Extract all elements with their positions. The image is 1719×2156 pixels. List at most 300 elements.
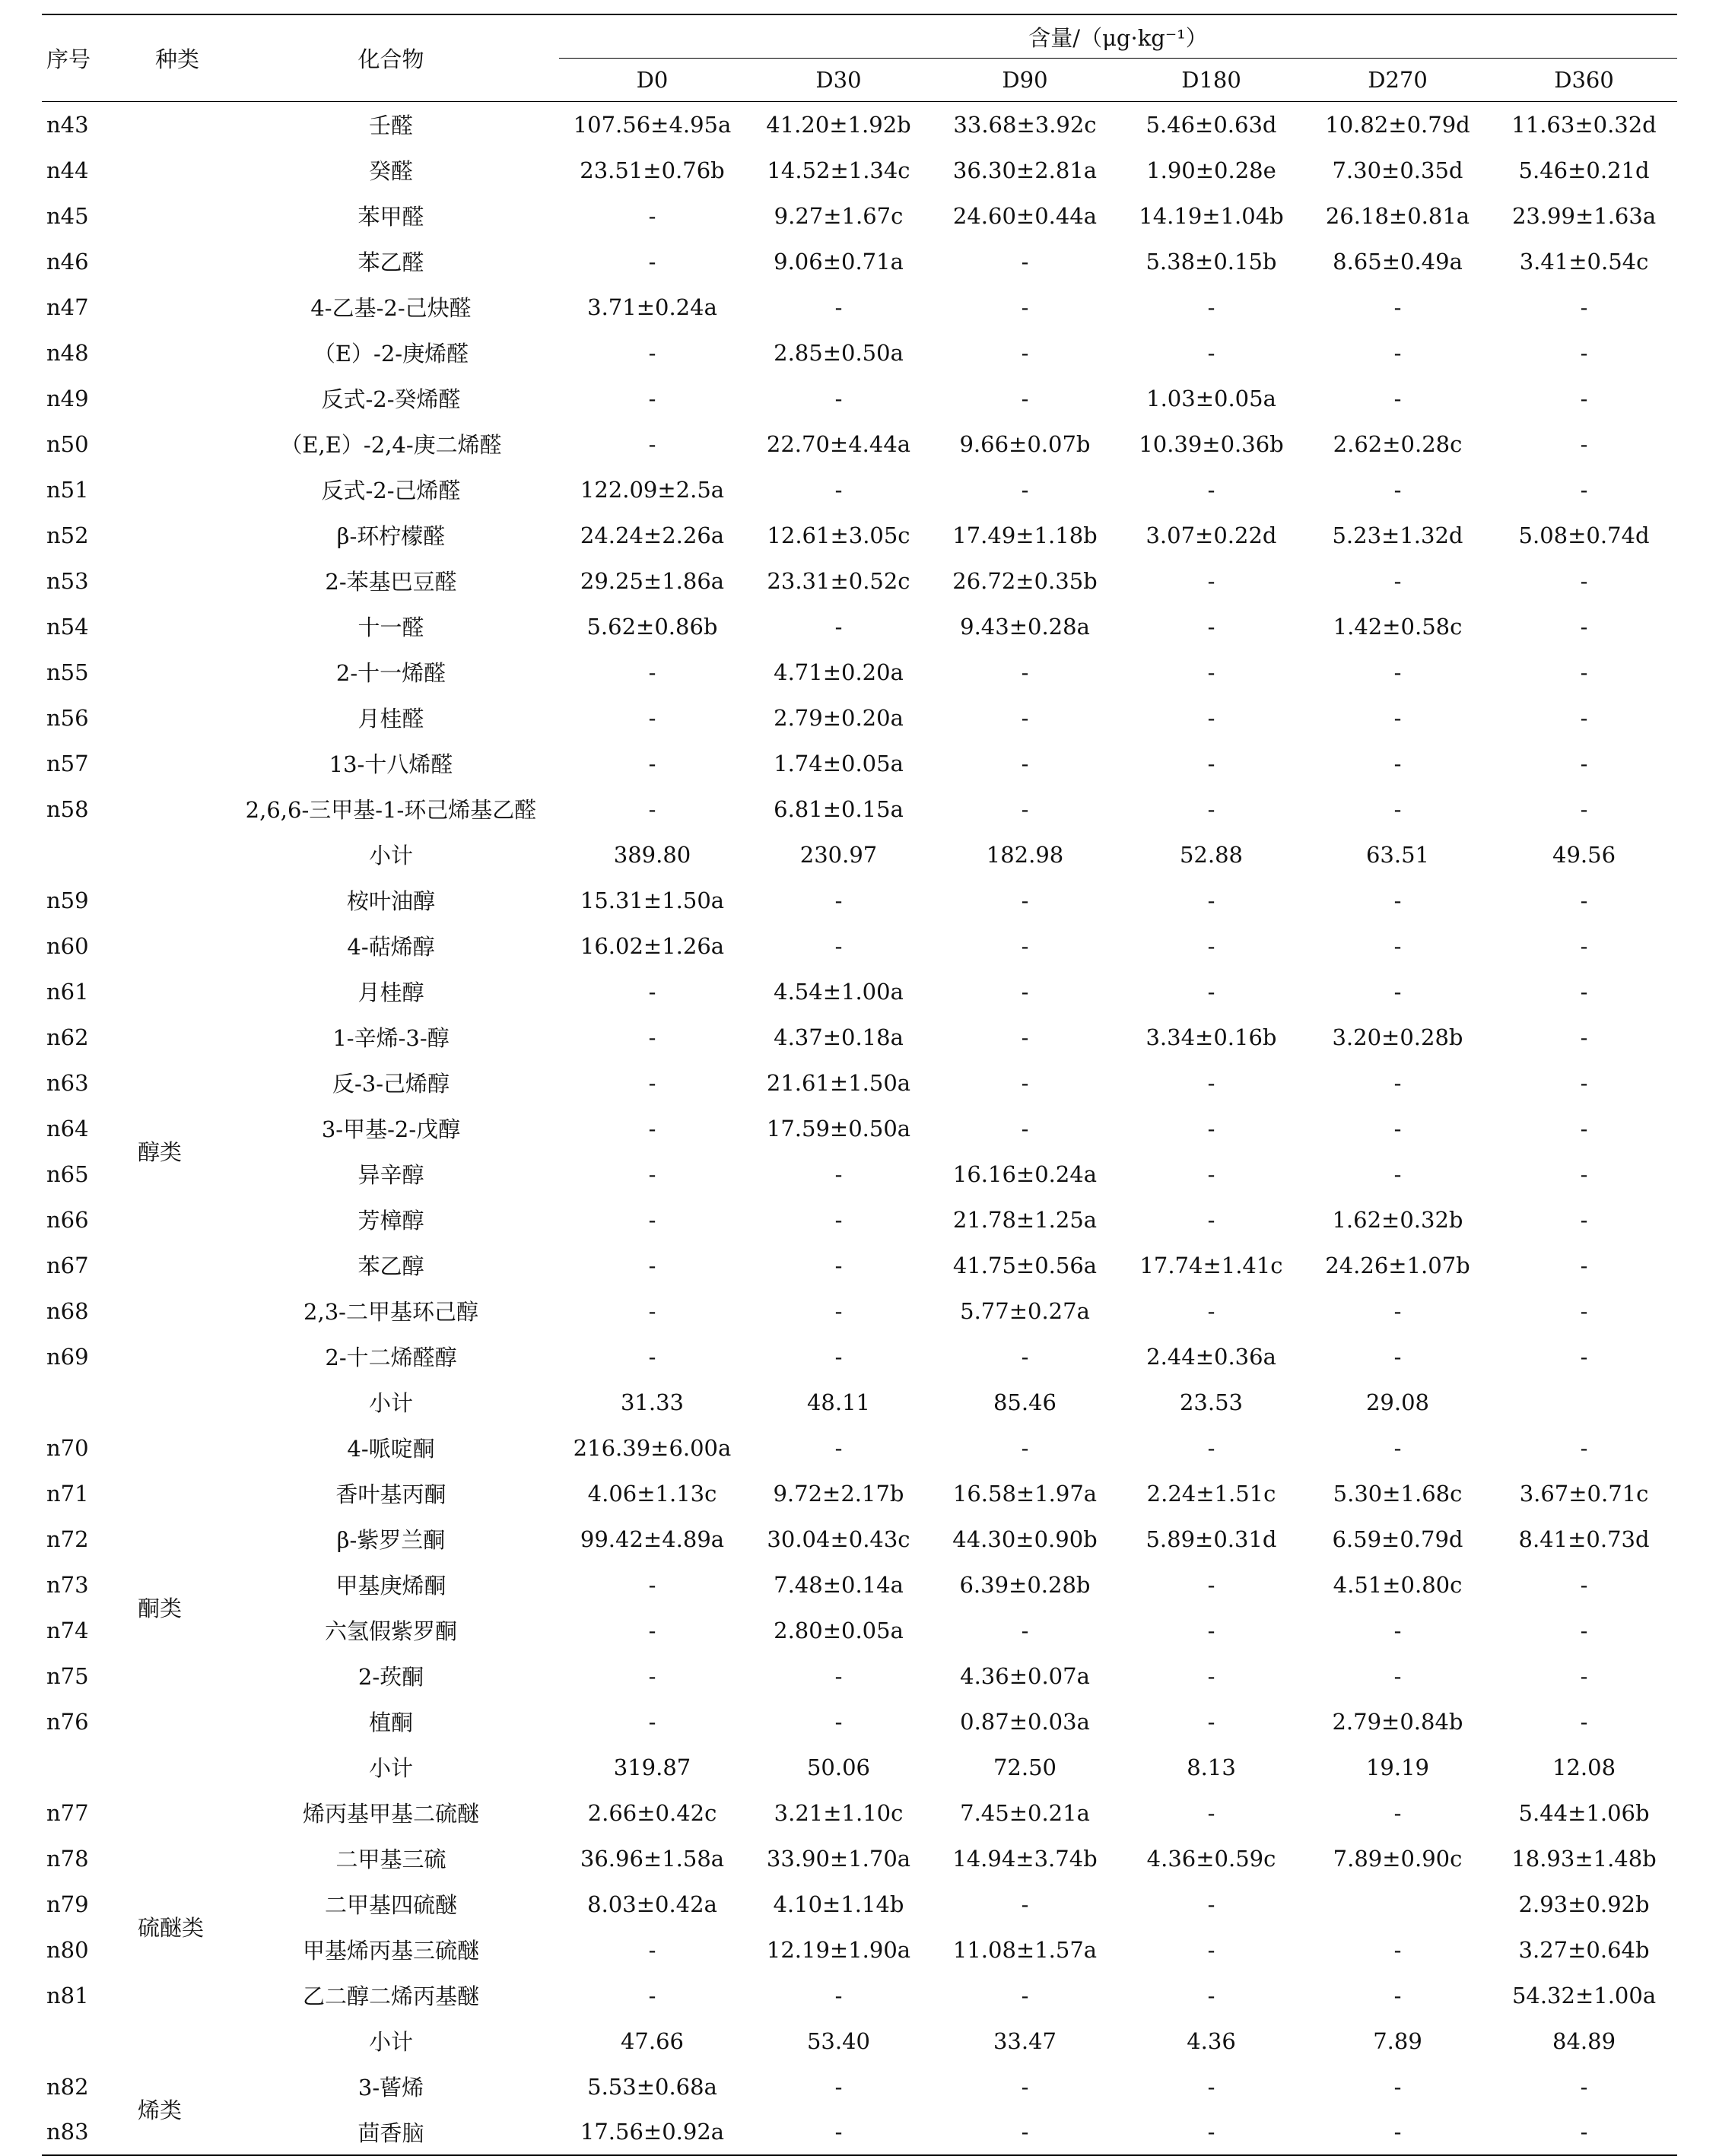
row-id: n61 [46, 978, 89, 1005]
compound-name: （E,E）-2,4-庚二烯醛 [280, 432, 502, 458]
value-cell-d180: 5.89±0.31d [1145, 1526, 1277, 1552]
value-cell-d0: - [648, 1115, 656, 1142]
value-cell-d360: - [1580, 1206, 1588, 1233]
value-cell-d90: - [1021, 1069, 1029, 1096]
value-cell-d30: 2.79±0.20a [774, 704, 904, 731]
row-id: n62 [46, 1024, 89, 1050]
value-cell-d180: 3.34±0.16b [1145, 1024, 1277, 1050]
row-id: n53 [46, 567, 89, 594]
compound-name: 1-辛烯-3-醇 [332, 1025, 450, 1051]
table-row [42, 1608, 1677, 1653]
value-cell-d360: - [1580, 1434, 1588, 1461]
value-cell-d360: - [1580, 1297, 1588, 1324]
value-cell-d30: 21.61±1.50a [766, 1069, 911, 1096]
value-cell-d270: 24.26±1.07b [1325, 1252, 1470, 1278]
value-cell-d0: - [648, 795, 656, 822]
value-cell-d30: - [834, 1343, 843, 1370]
value-cell-d180: - [1207, 1434, 1215, 1461]
value-cell-d90: - [1021, 1024, 1029, 1050]
value-cell-d360: 3.27±0.64b [1518, 1936, 1650, 1963]
row-id: n47 [46, 294, 89, 320]
value-cell-d30: 48.11 [806, 1389, 871, 1415]
row-id: n44 [46, 157, 89, 183]
value-cell-d180: - [1207, 978, 1215, 1005]
value-cell-d30: 2.80±0.05a [774, 1617, 904, 1643]
value-cell-d180: - [1207, 1297, 1215, 1324]
value-cell-d270: - [1393, 1115, 1402, 1142]
value-cell-d0: 122.09±2.5a [580, 476, 725, 503]
value-cell-d270: - [1393, 1069, 1402, 1096]
row-id: n67 [46, 1252, 89, 1278]
value-cell-d180: - [1207, 704, 1215, 731]
table-row [42, 1060, 1677, 1106]
header-content: 含量/（μg·kg⁻¹） [559, 14, 1677, 59]
value-cell-d30: 33.90±1.70a [766, 1845, 911, 1872]
compound-name: （E）-2-庚烯醛 [313, 341, 469, 367]
value-cell-d180: - [1207, 1069, 1215, 1096]
value-cell-d0: - [648, 1024, 656, 1050]
value-cell-d0: - [648, 978, 656, 1005]
table-body [42, 102, 1677, 2155]
value-cell-d360: 23.99±1.63a [1511, 202, 1657, 229]
table-row [42, 649, 1677, 695]
value-cell-d30: - [834, 385, 843, 411]
table-row [42, 1881, 1677, 1927]
row-id: n81 [46, 1982, 89, 2008]
value-cell-d0: 5.62±0.86b [586, 613, 718, 640]
value-cell-d360: 5.44±1.06b [1518, 1799, 1650, 1826]
compound-name: 2,3-二甲基环己醇 [303, 1299, 478, 1325]
row-id: n75 [46, 1662, 89, 1689]
table-row [42, 878, 1677, 923]
compound-name: 2-十二烯醛醇 [325, 1345, 457, 1370]
value-cell-d0: - [648, 1571, 656, 1598]
compound-name: 反-3-己烯醇 [332, 1071, 450, 1097]
value-cell-d270: 7.89 [1373, 2027, 1422, 2054]
value-cell-d270: 29.08 [1365, 1389, 1430, 1415]
compound-name: 茴香脑 [357, 2119, 424, 2146]
value-cell-d180: - [1207, 659, 1215, 685]
header-day-d90: D90 [1002, 67, 1048, 93]
compound-name: 2-十一烯醛 [335, 660, 446, 686]
table-row [42, 604, 1677, 649]
value-cell-d30: - [834, 2073, 843, 2100]
value-cell-d90: - [1021, 1343, 1029, 1370]
value-cell-d270: 1.42±0.58c [1333, 613, 1463, 640]
value-cell-d90: - [1021, 704, 1029, 731]
value-cell-d270: - [1393, 1662, 1402, 1689]
value-cell-d90: 36.30±2.81a [952, 157, 1098, 183]
value-cell-d0: 99.42±4.89a [580, 1526, 725, 1552]
table-row [42, 786, 1677, 832]
compound-name: 芳樟醇 [357, 1208, 424, 1234]
value-cell-d30: 1.74±0.05a [774, 750, 904, 776]
value-cell-d180: - [1207, 1662, 1215, 1689]
value-cell-d90: 33.68±3.92c [953, 111, 1097, 138]
value-cell-d90: - [1021, 1434, 1029, 1461]
value-cell-d30: 4.10±1.14b [773, 1891, 904, 1917]
value-cell-d360: - [1580, 385, 1588, 411]
value-cell-d0: - [648, 1982, 656, 2008]
value-cell-d270: 2.79±0.84b [1332, 1708, 1463, 1735]
value-cell-d0: - [648, 1617, 656, 1643]
compound-name: 13-十八烯醛 [329, 751, 453, 777]
row-id: n58 [46, 795, 89, 822]
value-cell-d90: 85.46 [993, 1389, 1057, 1415]
value-cell-d30: 53.40 [806, 2027, 871, 2054]
value-cell-d0: 15.31±1.50a [580, 887, 725, 913]
table-row [42, 1653, 1677, 1699]
row-id: n48 [46, 339, 89, 366]
compound-name: 癸醛 [368, 158, 413, 184]
value-cell-d360: - [1580, 795, 1588, 822]
value-cell-d90: 41.75±0.56a [952, 1252, 1098, 1278]
value-cell-d30: - [834, 1206, 843, 1233]
row-id: n73 [46, 1571, 89, 1598]
table-row [42, 1106, 1677, 1151]
table-row [42, 2110, 1677, 2155]
value-cell-d0: - [648, 1206, 656, 1233]
value-cell-d360: 49.56 [1552, 841, 1616, 868]
compound-name: 反式-2-己烯醛 [321, 478, 461, 503]
value-cell-d180: - [1207, 567, 1215, 594]
value-cell-d0: 8.03±0.42a [587, 1891, 717, 1917]
value-cell-d180: 1.90±0.28e [1146, 157, 1276, 183]
value-cell-d360: 84.89 [1552, 2027, 1616, 2054]
table-row [42, 2064, 1677, 2110]
value-cell-d270: - [1393, 2119, 1402, 2145]
value-cell-d360: 3.41±0.54c [1519, 248, 1649, 275]
value-cell-d180: - [1207, 1161, 1215, 1187]
value-cell-d180: - [1207, 2073, 1215, 2100]
value-cell-d270: 5.30±1.68c [1333, 1480, 1463, 1507]
row-id: n43 [46, 111, 89, 138]
value-cell-d270: - [1393, 887, 1402, 913]
value-cell-d30: 17.59±0.50a [766, 1115, 911, 1142]
value-cell-d0: 24.24±2.26a [580, 522, 725, 548]
table-row [42, 421, 1677, 467]
compound-name: 苯甲醛 [357, 204, 424, 230]
value-cell-d270: - [1393, 385, 1402, 411]
value-cell-d90: 4.36±0.07a [960, 1662, 1090, 1689]
value-cell-d270: - [1393, 932, 1402, 959]
table-row [42, 102, 1677, 148]
table-row [42, 969, 1677, 1014]
value-cell-d360: - [1580, 476, 1588, 503]
value-cell-d270: - [1393, 795, 1402, 822]
value-cell-d270: - [1393, 1936, 1402, 1963]
value-cell-d180: - [1207, 1617, 1215, 1643]
value-cell-d0: 36.96±1.58a [580, 1845, 725, 1872]
compound-name: 香叶基丙酮 [335, 1481, 446, 1507]
value-cell-d180: - [1207, 1708, 1215, 1735]
table-row [42, 1699, 1677, 1745]
table-row [42, 1014, 1677, 1060]
value-cell-d30: 4.54±1.00a [774, 978, 904, 1005]
table-row [42, 239, 1677, 284]
compound-name: 月桂醇 [357, 980, 424, 1005]
header-id: 序号 [42, 14, 132, 102]
value-cell-d30: - [834, 887, 843, 913]
value-cell-d30: - [834, 294, 843, 320]
value-cell-d90: - [1021, 978, 1029, 1005]
row-id: n57 [46, 750, 89, 776]
value-cell-d360: 5.46±0.21d [1518, 157, 1650, 183]
value-cell-d90: 5.77±0.27a [960, 1297, 1090, 1324]
value-cell-d90: - [1021, 659, 1029, 685]
compound-name: 甲基烯丙基三硫醚 [302, 1938, 479, 1964]
value-cell-d270: 63.51 [1365, 841, 1430, 868]
value-cell-d270: 10.82±0.79d [1325, 111, 1470, 138]
value-cell-d360: 12.08 [1552, 1754, 1616, 1780]
value-cell-d90: - [1021, 294, 1029, 320]
value-cell-d30: 6.81±0.15a [774, 795, 904, 822]
value-cell-d270: 1.62±0.32b [1332, 1206, 1463, 1233]
value-cell-d270: - [1393, 1617, 1402, 1643]
value-cell-d0: 216.39±6.00a [573, 1434, 732, 1461]
value-cell-d0: - [648, 1161, 656, 1187]
value-cell-d270: - [1393, 1343, 1402, 1370]
value-cell-d90: 16.58±1.97a [952, 1480, 1098, 1507]
value-cell-d270: - [1393, 704, 1402, 731]
value-cell-d180: - [1207, 1891, 1215, 1917]
compound-name: 3-蒈烯 [357, 2075, 424, 2100]
value-cell-d360: 11.63±0.32d [1511, 111, 1657, 138]
value-cell-d360: - [1580, 1343, 1588, 1370]
value-cell-d30: - [834, 1708, 843, 1735]
value-cell-d180: 2.44±0.36a [1146, 1343, 1276, 1370]
category-label: 酮类 [138, 1596, 183, 1621]
subtotal-row [42, 1380, 1677, 1425]
value-cell-d180: 5.46±0.63d [1145, 111, 1277, 138]
value-cell-d180: 4.36±0.59c [1146, 1845, 1276, 1872]
header-category: 种类 [132, 14, 223, 102]
value-cell-d180: - [1207, 2119, 1215, 2145]
value-cell-d90: - [1021, 750, 1029, 776]
table-row [42, 1516, 1677, 1562]
value-cell-d180: 17.74±1.41c [1139, 1252, 1283, 1278]
header-day-d180: D180 [1181, 67, 1241, 93]
value-cell-d90: 17.49±1.18b [952, 522, 1098, 548]
value-cell-d270: - [1393, 1434, 1402, 1461]
header-compound: 化合物 [223, 14, 559, 102]
value-cell-d180: 3.07±0.22d [1145, 522, 1277, 548]
row-id: n82 [46, 2073, 89, 2100]
value-cell-d0: - [648, 385, 656, 411]
value-cell-d90: - [1021, 795, 1029, 822]
compound-name: 壬醛 [368, 113, 413, 139]
value-cell-d0: 389.80 [613, 841, 691, 868]
value-cell-d180: - [1207, 339, 1215, 366]
value-cell-d360: - [1580, 1024, 1588, 1050]
row-id: n49 [46, 385, 89, 411]
table-row [42, 558, 1677, 604]
row-id: n76 [46, 1708, 89, 1735]
value-cell-d0: - [648, 202, 656, 229]
value-cell-d0: 5.53±0.68a [587, 2073, 717, 2100]
row-id: n52 [46, 522, 89, 548]
header-day-d0: D0 [636, 67, 669, 93]
value-cell-d90: 44.30±0.90b [952, 1526, 1098, 1552]
value-cell-d0: - [648, 430, 656, 457]
value-cell-d270: 8.65±0.49a [1333, 248, 1463, 275]
row-id: n83 [46, 2119, 89, 2145]
compound-name: 2,6,6-三甲基-1-环己烯基乙醛 [245, 797, 537, 823]
value-cell-d30: - [834, 1161, 843, 1187]
value-cell-d270: 2.62±0.28c [1333, 430, 1463, 457]
value-cell-d30: 50.06 [806, 1754, 871, 1780]
value-cell-d90: - [1021, 1982, 1029, 2008]
value-cell-d90: - [1021, 248, 1029, 275]
subtotal-row [42, 832, 1677, 878]
row-id: n63 [46, 1069, 89, 1096]
value-cell-d30: - [834, 1982, 843, 2008]
table-row [42, 695, 1677, 741]
value-cell-d360: - [1580, 2073, 1588, 2100]
value-cell-d360: - [1580, 750, 1588, 776]
compound-name: 二甲基三硫 [335, 1846, 446, 1872]
value-cell-d360: - [1580, 613, 1588, 640]
value-cell-d0: - [648, 659, 656, 685]
header-day-d30: D30 [815, 67, 862, 93]
table-row [42, 1790, 1677, 1836]
row-id [42, 832, 132, 878]
subtotal-label: 小计 [368, 1390, 413, 1416]
value-cell-d0: - [648, 1662, 656, 1689]
category-label [132, 102, 223, 878]
value-cell-d270: 6.59±0.79d [1332, 1526, 1463, 1552]
value-cell-d30: - [834, 476, 843, 503]
value-cell-d180: - [1207, 932, 1215, 959]
value-cell-d0: 319.87 [613, 1754, 691, 1780]
value-cell-d0: - [648, 1343, 656, 1370]
value-cell-d270: 7.89±0.90c [1333, 1845, 1463, 1872]
value-cell-d270: 26.18±0.81a [1325, 202, 1470, 229]
value-cell-d90: 33.47 [993, 2027, 1057, 2054]
value-cell-d180: 8.13 [1187, 1754, 1236, 1780]
value-cell-d30: 12.61±3.05c [767, 522, 910, 548]
value-cell-d180: - [1207, 613, 1215, 640]
category-label: 醇类 [138, 1139, 183, 1165]
value-cell-d270: - [1393, 339, 1402, 366]
value-cell-d90: 11.08±1.57a [952, 1936, 1098, 1963]
value-cell-d30: 4.71±0.20a [774, 659, 904, 685]
value-cell-d270: - [1393, 750, 1402, 776]
value-cell-d270: - [1393, 1297, 1402, 1324]
value-cell-d270: - [1393, 978, 1402, 1005]
value-cell-d360: - [1580, 430, 1588, 457]
value-cell-d180: 52.88 [1179, 841, 1244, 868]
value-cell-d360: - [1580, 887, 1588, 913]
value-cell-d270: - [1393, 476, 1402, 503]
value-cell-d30: 12.19±1.90a [766, 1936, 911, 1963]
value-cell-d0: - [648, 704, 656, 731]
value-cell-d30: 9.27±1.67c [774, 202, 904, 229]
table-row [42, 1973, 1677, 2018]
value-cell-d360: 3.67±0.71c [1519, 1480, 1649, 1507]
value-cell-d270: - [1393, 1799, 1402, 1826]
row-id: n74 [46, 1617, 89, 1643]
value-cell-d0: 4.06±1.13c [587, 1480, 717, 1507]
value-cell-d360: - [1580, 1571, 1588, 1598]
value-cell-d90: 21.78±1.25a [952, 1206, 1098, 1233]
table-row [42, 1471, 1677, 1516]
compound-name: 乙二醇二烯丙基醚 [302, 1983, 479, 2009]
compound-name: 六氢假紫罗酮 [324, 1618, 457, 1644]
value-cell-d90: 7.45±0.21a [960, 1799, 1090, 1826]
compound-name: 4-哌啶酮 [347, 1436, 435, 1462]
value-cell-d180: - [1207, 1982, 1215, 2008]
row-id: n64 [46, 1115, 89, 1142]
value-cell-d90: 14.94±3.74b [952, 1845, 1098, 1872]
compound-name: 月桂醛 [357, 706, 424, 732]
value-cell-d90: - [1021, 932, 1029, 959]
value-cell-d30: 7.48±0.14a [774, 1571, 904, 1598]
value-cell-d270: - [1393, 294, 1402, 320]
compound-name: 2-莰酮 [357, 1664, 424, 1690]
subtotal-label: 小计 [368, 843, 413, 868]
value-cell-d90: 9.66±0.07b [959, 430, 1091, 457]
value-cell-d0: 17.56±0.92a [580, 2119, 725, 2145]
value-cell-d30: - [834, 1252, 843, 1278]
table-row [42, 1151, 1677, 1197]
compound-name: 3-甲基-2-戊醇 [321, 1116, 461, 1142]
value-cell-d0: - [648, 1252, 656, 1278]
value-cell-d360: - [1580, 1161, 1588, 1187]
value-cell-d30: 4.37±0.18a [774, 1024, 904, 1050]
value-cell-d30: 2.85±0.50a [774, 339, 904, 366]
compound-name: 4-萜烯醇 [347, 934, 435, 960]
table-row [42, 330, 1677, 376]
value-cell-d30: - [834, 1662, 843, 1689]
row-id [42, 1380, 132, 1425]
value-cell-d30: 230.97 [799, 841, 878, 868]
value-cell-d270: - [1393, 1161, 1402, 1187]
value-cell-d90: - [1021, 385, 1029, 411]
value-cell-d0: 23.51±0.76b [580, 157, 725, 183]
row-id: n59 [46, 887, 89, 913]
row-id: n79 [46, 1891, 89, 1917]
value-cell-d360: 8.41±0.73d [1518, 1526, 1650, 1552]
value-cell-d90: 0.87±0.03a [960, 1708, 1090, 1735]
compound-name: 苯乙醛 [357, 249, 424, 275]
value-cell-d30: 30.04±0.43c [767, 1526, 910, 1552]
compound-name: 2-苯基巴豆醛 [325, 569, 457, 595]
value-cell-d180: - [1207, 476, 1215, 503]
value-cell-d90: - [1021, 339, 1029, 366]
value-cell-d360: - [1580, 2119, 1588, 2145]
value-cell-d0: - [648, 248, 656, 275]
row-id: n71 [46, 1480, 89, 1507]
value-cell-d30: 9.06±0.71a [774, 248, 904, 275]
subtotal-row [42, 2018, 1677, 2064]
value-cell-d90: 182.98 [986, 841, 1064, 868]
row-id: n51 [46, 476, 89, 503]
value-cell-d360: - [1580, 1252, 1588, 1278]
value-cell-d30: 14.52±1.34c [767, 157, 910, 183]
row-id: n72 [46, 1526, 89, 1552]
compound-name: 二甲基四硫醚 [324, 1892, 457, 1918]
value-cell-d180: - [1207, 1936, 1215, 1963]
compound-name: 异辛醇 [357, 1162, 424, 1188]
value-cell-d90: - [1021, 2073, 1029, 2100]
value-cell-d180: - [1207, 1115, 1215, 1142]
row-id: n45 [46, 202, 89, 229]
value-cell-d180: - [1207, 1206, 1215, 1233]
compound-content-table [42, 14, 1677, 2156]
value-cell-d180: - [1207, 294, 1215, 320]
value-cell-d90: 9.43±0.28a [960, 613, 1090, 640]
